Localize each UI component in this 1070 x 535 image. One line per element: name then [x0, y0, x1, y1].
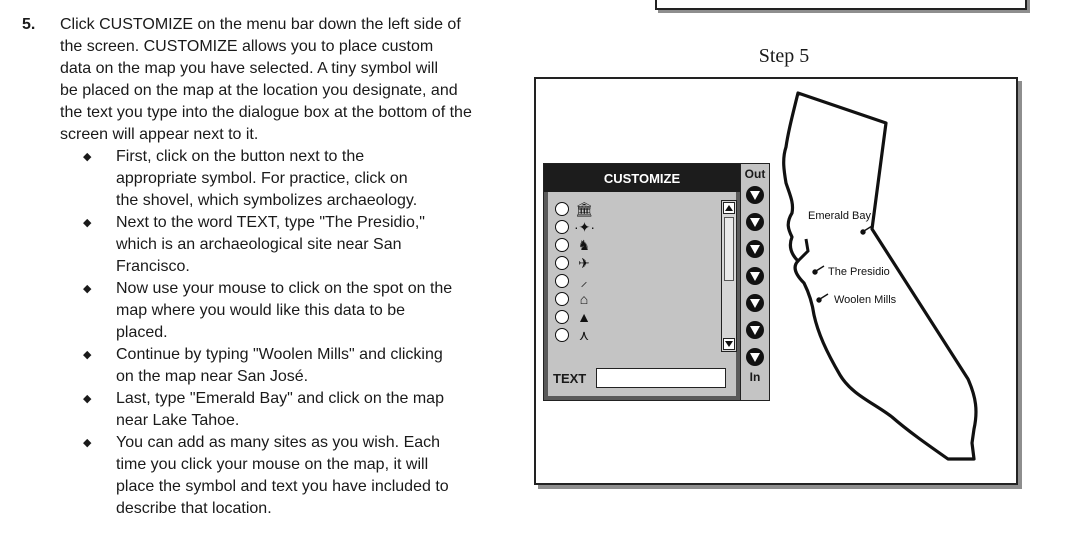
map-label-presidio: The Presidio	[828, 266, 890, 278]
instruction-line: placed.	[116, 324, 168, 341]
zoom-in-label: In	[749, 370, 761, 384]
instruction-line: map where you would like this data to be	[116, 302, 406, 319]
house-icon: ⌂	[579, 291, 589, 307]
tent-icon: ⋏	[578, 327, 590, 343]
building-icon: 🏛	[575, 201, 593, 217]
radio-button[interactable]	[555, 274, 569, 288]
radio-button[interactable]	[555, 328, 569, 342]
symbol-option[interactable]	[555, 236, 615, 254]
zoom-out-label: Out	[744, 167, 766, 181]
intro-line: the text you type into the dialogue box at the bottom of the	[60, 104, 472, 121]
symbol-list	[548, 192, 736, 396]
diamond-bullet-icon: ◆	[83, 437, 92, 449]
symbol-option[interactable]	[555, 254, 615, 272]
zoom-level-7-button[interactable]	[746, 348, 764, 366]
instruction-line: Last, type "Emerald Bay" and click on the map	[116, 390, 444, 407]
instruction-line: Next to the word TEXT, type "The Presidio,"	[116, 214, 425, 231]
zoom-level-6-button[interactable]	[746, 321, 764, 339]
text-label: TEXT	[553, 371, 587, 386]
radio-button[interactable]	[555, 202, 569, 216]
symbol-option[interactable]	[555, 272, 615, 290]
instruction-line: the shovel, which symbolizes archaeology.	[116, 192, 418, 209]
instruction-line: Francisco.	[116, 258, 190, 275]
symbol-option[interactable]	[555, 218, 615, 236]
intro-line: data on the map you have selected. A tiny symbol will	[60, 60, 438, 77]
customize-panel	[543, 163, 741, 401]
instruction-line: Continue by typing "Woolen Mills" and clicking	[116, 346, 443, 363]
shovel-icon: ⸝	[580, 273, 588, 289]
airplane-icon: ✈	[578, 255, 590, 271]
intro-paragraph	[60, 14, 530, 146]
map-label-emerald-bay: Emerald Bay	[808, 210, 871, 222]
diamond-bullet-icon: ◆	[83, 151, 92, 163]
diamond-bullet-icon: ◆	[83, 393, 92, 405]
figure-caption: Step 5	[758, 45, 810, 67]
symbol-option[interactable]	[555, 308, 615, 326]
zoom-controls	[740, 163, 770, 401]
instruction-line: on the map near San José.	[116, 368, 309, 385]
instruction-item	[83, 212, 530, 278]
instruction-item	[83, 432, 530, 520]
sparkle-icon: ·✦·	[574, 219, 596, 235]
symbol-option[interactable]	[555, 290, 615, 308]
instruction-list	[60, 146, 530, 520]
instruction-line: appropriate symbol. For practice, click on	[116, 170, 408, 187]
zoom-level-2-button[interactable]	[746, 213, 764, 231]
scroll-down-icon[interactable]	[723, 338, 735, 350]
instruction-item	[83, 388, 530, 432]
step-number: 5.	[22, 16, 36, 33]
intro-line: be placed on the map at the location you designate, and	[60, 82, 458, 99]
radio-button[interactable]	[555, 220, 569, 234]
diamond-bullet-icon: ◆	[83, 349, 92, 361]
scroll-up-icon[interactable]	[723, 202, 735, 214]
intro-line: the screen. CUSTOMIZE allows you to place custom	[60, 38, 434, 55]
customize-title: CUSTOMIZE	[544, 164, 740, 192]
diamond-bullet-icon: ◆	[83, 283, 92, 295]
instruction-line: describe that location.	[116, 500, 272, 517]
instruction-item	[83, 344, 530, 388]
instruction-line: near Lake Tahoe.	[116, 412, 240, 429]
symbol-option[interactable]	[555, 326, 615, 344]
instruction-item	[83, 278, 530, 344]
radio-button[interactable]	[555, 292, 569, 306]
instructions-block	[60, 14, 530, 520]
instruction-line: First, click on the button next to the	[116, 148, 365, 165]
symbol-scrollbar[interactable]	[721, 200, 737, 352]
radio-button[interactable]	[555, 310, 569, 324]
instruction-line: You can add as many sites as you wish. Each	[116, 434, 441, 451]
screenshot-figure	[534, 77, 1018, 485]
previous-figure-frame	[655, 0, 1027, 10]
radio-button[interactable]	[555, 238, 569, 252]
instruction-item	[83, 146, 530, 212]
scroll-thumb[interactable]	[724, 217, 734, 281]
zoom-level-4-button[interactable]	[746, 267, 764, 285]
zoom-level-3-button[interactable]	[746, 240, 764, 258]
instruction-line: Now use your mouse to click on the spot on the	[116, 280, 453, 297]
tree-icon: ▲	[577, 309, 591, 325]
horse-rider-icon: ♞	[577, 237, 591, 253]
diamond-bullet-icon: ◆	[83, 217, 92, 229]
symbol-option[interactable]	[555, 200, 615, 218]
zoom-level-5-button[interactable]	[746, 294, 764, 312]
intro-line: screen will appear next to it.	[60, 126, 259, 143]
radio-button[interactable]	[555, 256, 569, 270]
text-input[interactable]	[596, 368, 726, 388]
instruction-line: which is an archaeological site near San	[116, 236, 402, 253]
zoom-level-1-button[interactable]	[746, 186, 764, 204]
intro-line: Click CUSTOMIZE on the menu bar down the left side of	[60, 16, 461, 33]
map-label-woolen-mills: Woolen Mills	[834, 294, 897, 306]
instruction-line: place the symbol and text you have included to	[116, 478, 449, 495]
instruction-line: time you click your mouse on the map, it will	[116, 456, 429, 473]
